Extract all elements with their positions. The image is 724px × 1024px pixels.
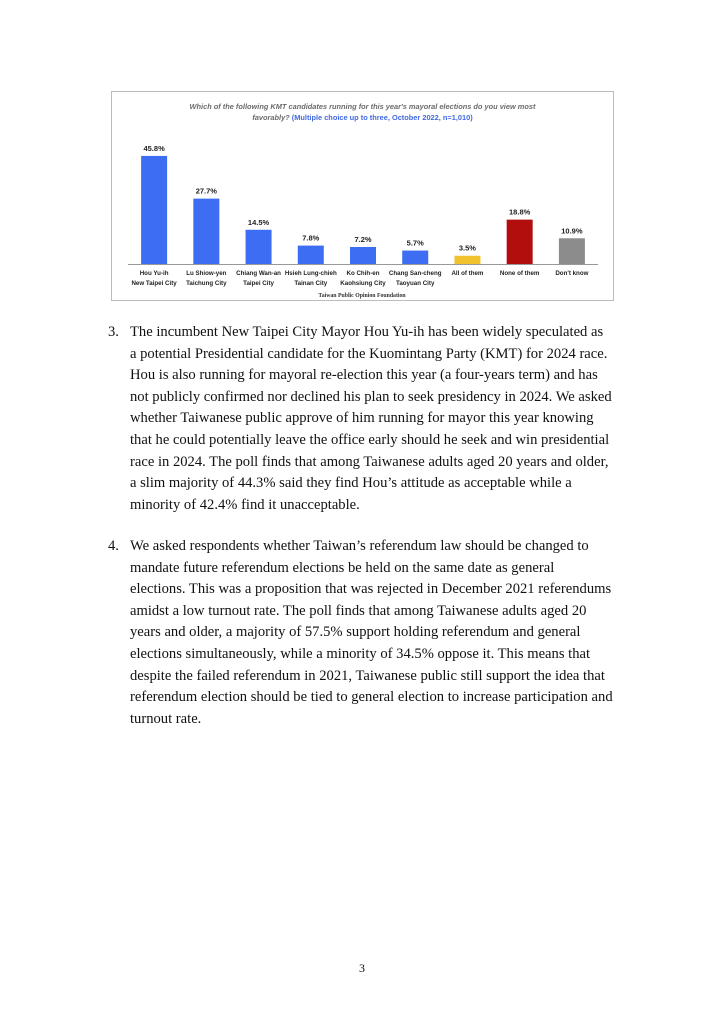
paragraph-number: 3. [108, 324, 119, 340]
paragraph-line: Hou is also running for mayoral re-election this year (a four-years term) and has [130, 367, 598, 384]
paragraph-line: that he could potentially leave the office early should he seek and win presidential [130, 431, 610, 448]
category-label: Ko Chih-en [346, 270, 380, 277]
bar-value-label: 7.8% [302, 233, 320, 243]
bar-value-label: 7.2% [354, 235, 372, 245]
paragraph-line: amidst a low turnout rate. The poll finds that among Taiwanese adults aged 20 [130, 602, 587, 619]
category-label: Tainan City [294, 280, 328, 287]
paragraph-line: mandate future referendum elections be held on the same date as general [130, 559, 555, 576]
bar-chart [112, 92, 613, 300]
bar-value-label: 5.7% [406, 238, 424, 248]
bar-value-label: 14.5% [247, 217, 270, 227]
category-label: Kaohsiung City [340, 280, 386, 287]
bar [141, 156, 167, 264]
category-label: Chiang Wan-an [236, 270, 281, 277]
bar-value-label: 18.8% [509, 207, 531, 217]
bar [193, 199, 219, 264]
category-label: Lu Shiow-yen [186, 270, 227, 277]
chart-title-note: (Multiple choice up to three, October 2022, n=1,010) [289, 113, 473, 122]
paragraph-line: a slim majority of 44.3% said they find Hou’s attitude as acceptable while a [130, 475, 572, 492]
category-label: New Taipei City [131, 280, 177, 287]
category-label: Hsieh Lung-chieh [284, 270, 337, 277]
category-label: Taoyuan City [396, 280, 435, 287]
chart-figure [111, 91, 614, 301]
bar [350, 247, 376, 264]
bar-value-label: 45.8% [143, 143, 165, 153]
paragraph-line: The incumbent New Taipei City Mayor Hou Yu-ih has been widely speculated as [130, 324, 604, 340]
paragraph-line: not publicly confirmed nor declined his plan to seek presidency in 2024. We asked [130, 388, 612, 405]
paragraph-line: turnout rate. [130, 710, 202, 727]
page-number: 3 [359, 961, 365, 975]
paragraph-line: years and older, a majority of 57.5% support holding referendum and general [130, 624, 581, 641]
paragraph-text [130, 536, 614, 730]
category-label: None of them [499, 270, 540, 277]
paragraph-line: elections simultaneously, while a minority of 34.5% oppose it. This means that [130, 645, 591, 662]
paragraph-number: 4. [108, 538, 119, 554]
bar-value-label: 10.9% [561, 226, 583, 236]
paragraph-line: elections. This was a proposition that was rejected in December 2021 referendums [130, 581, 612, 598]
paragraph-line: despite the failed referendum in 2021, Taiwanese public still support the idea that [130, 667, 605, 684]
category-label: All of them [451, 270, 484, 277]
bar-value-label: 27.7% [195, 186, 217, 196]
chart-title-line1: Which of the following KMT candidates running for this year's mayoral elections do you view most [189, 102, 536, 111]
bar [454, 256, 480, 264]
category-label: Don't know [555, 270, 589, 277]
paragraph-line: whether Taiwanese public approve of him running for mayor this year knowing [130, 410, 594, 427]
bar [402, 251, 428, 264]
category-label: Chang San-cheng [388, 270, 442, 277]
paragraph-line: race in 2024. The poll finds that among Taiwanese adults aged 20 years and older, [130, 453, 609, 470]
chart-title-question-end: favorably? [252, 113, 290, 122]
category-label: Taichung City [186, 280, 227, 287]
bar [246, 230, 272, 264]
category-label: Hou Yu-ih [139, 270, 169, 277]
bar [559, 238, 585, 264]
paragraph-line: referendum election should be tied to general election to increase participation and [130, 689, 613, 706]
paragraph-text [130, 322, 614, 516]
chart-source: Taiwan Public Opinion Foundation [318, 293, 406, 299]
category-label: Taipei City [243, 280, 274, 287]
paragraph-line: a potential Presidential candidate for the Kuomintang Party (KMT) for 2024 race. [130, 345, 608, 362]
bar [507, 220, 533, 264]
bar [298, 246, 324, 264]
paragraph-line: minority of 42.4% find it unacceptable. [130, 496, 360, 513]
bar-value-label: 3.5% [458, 243, 476, 253]
paragraph-line: We asked respondents whether Taiwan’s referendum law should be changed to [130, 538, 589, 554]
